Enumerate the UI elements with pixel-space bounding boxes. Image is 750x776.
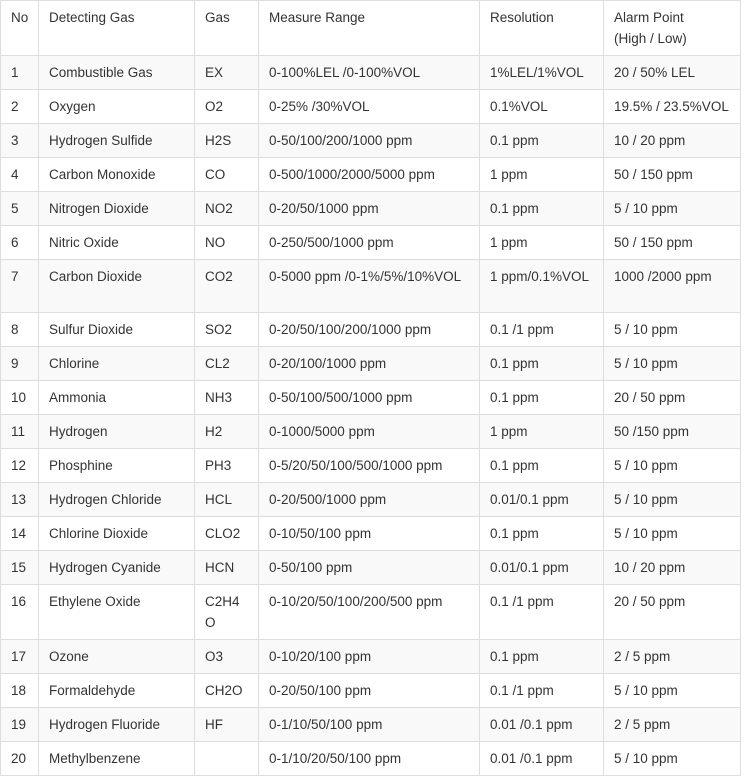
cell-measure-range: 0-10/50/100 ppm — [259, 517, 480, 551]
cell-gas: O2 — [195, 90, 259, 124]
cell-detecting-gas: Oxygen — [39, 90, 195, 124]
cell-no: 11 — [1, 415, 39, 449]
cell-gas: NO — [195, 226, 259, 260]
cell-measure-range: 0-20/50/100 ppm — [259, 674, 480, 708]
cell-no: 3 — [1, 124, 39, 158]
cell-resolution: 0.1 /1 ppm — [480, 313, 604, 347]
cell-gas: HCN — [195, 551, 259, 585]
cell-detecting-gas: Ammonia — [39, 381, 195, 415]
cell-no: 18 — [1, 674, 39, 708]
cell-resolution: 1 ppm — [480, 415, 604, 449]
cell-no: 19 — [1, 708, 39, 742]
cell-gas: O3 — [195, 640, 259, 674]
cell-alarm-point: 1000 /2000 ppm — [604, 260, 741, 313]
cell-detecting-gas: Hydrogen — [39, 415, 195, 449]
cell-measure-range: 0-10/20/50/100/200/500 ppm — [259, 585, 480, 640]
table-row — [1, 742, 741, 776]
cell-resolution: 0.01 /0.1 ppm — [480, 708, 604, 742]
cell-measure-range: 0-20/50/100/200/1000 ppm — [259, 313, 480, 347]
cell-resolution: 0.1 ppm — [480, 192, 604, 226]
cell-gas: PH3 — [195, 449, 259, 483]
cell-resolution: 0.1%VOL — [480, 90, 604, 124]
cell-resolution: 0.01/0.1 ppm — [480, 551, 604, 585]
cell-alarm-point: 10 / 20 ppm — [604, 124, 741, 158]
cell-alarm-point: 10 / 20 ppm — [604, 551, 741, 585]
cell-detecting-gas: Nitrogen Dioxide — [39, 192, 195, 226]
cell-gas: HCL — [195, 483, 259, 517]
cell-measure-range: 0-10/20/100 ppm — [259, 640, 480, 674]
cell-detecting-gas: Phosphine — [39, 449, 195, 483]
cell-no: 2 — [1, 90, 39, 124]
cell-gas: CH2O — [195, 674, 259, 708]
table-row — [1, 674, 741, 708]
cell-no: 9 — [1, 347, 39, 381]
header-detecting-gas: Detecting Gas — [39, 1, 195, 56]
cell-detecting-gas: Ozone — [39, 640, 195, 674]
cell-no: 16 — [1, 585, 39, 640]
table-row — [1, 551, 741, 585]
cell-no: 8 — [1, 313, 39, 347]
cell-resolution: 1 ppm — [480, 158, 604, 192]
table-row — [1, 517, 741, 551]
cell-alarm-point: 5 / 10 ppm — [604, 449, 741, 483]
cell-gas: CO — [195, 158, 259, 192]
cell-detecting-gas: Hydrogen Chloride — [39, 483, 195, 517]
cell-resolution: 0.1 ppm — [480, 381, 604, 415]
cell-alarm-point: 5 / 10 ppm — [604, 674, 741, 708]
cell-measure-range: 0-50/100/500/1000 ppm — [259, 381, 480, 415]
cell-no: 20 — [1, 742, 39, 776]
cell-no: 4 — [1, 158, 39, 192]
cell-alarm-point: 20 / 50 ppm — [604, 381, 741, 415]
table-row — [1, 381, 741, 415]
cell-resolution: 1 ppm/0.1%VOL — [480, 260, 604, 313]
table-row — [1, 192, 741, 226]
cell-resolution: 0.1 /1 ppm — [480, 674, 604, 708]
cell-alarm-point: 5 / 10 ppm — [604, 517, 741, 551]
table-row — [1, 90, 741, 124]
cell-gas: CLO2 — [195, 517, 259, 551]
cell-gas: SO2 — [195, 313, 259, 347]
cell-gas: CO2 — [195, 260, 259, 313]
cell-detecting-gas: Hydrogen Fluoride — [39, 708, 195, 742]
cell-measure-range: 0-25% /30%VOL — [259, 90, 480, 124]
cell-gas: CL2 — [195, 347, 259, 381]
cell-detecting-gas: Carbon Dioxide — [39, 260, 195, 313]
cell-resolution: 0.1 ppm — [480, 640, 604, 674]
cell-resolution: 0.01/0.1 ppm — [480, 483, 604, 517]
cell-measure-range: 0-20/100/1000 ppm — [259, 347, 480, 381]
cell-no: 17 — [1, 640, 39, 674]
cell-resolution: 0.1 ppm — [480, 517, 604, 551]
cell-measure-range: 0-50/100 ppm — [259, 551, 480, 585]
cell-resolution: 0.1 ppm — [480, 347, 604, 381]
cell-alarm-point: 50 / 150 ppm — [604, 226, 741, 260]
table-row — [1, 449, 741, 483]
cell-resolution: 1%LEL/1%VOL — [480, 56, 604, 90]
cell-detecting-gas: Carbon Monoxide — [39, 158, 195, 192]
table-row — [1, 226, 741, 260]
cell-detecting-gas: Hydrogen Cyanide — [39, 551, 195, 585]
cell-no: 10 — [1, 381, 39, 415]
header-row — [1, 1, 741, 56]
table-row — [1, 56, 741, 90]
cell-detecting-gas: Sulfur Dioxide — [39, 313, 195, 347]
cell-measure-range: 0-100%LEL /0-100%VOL — [259, 56, 480, 90]
table-body — [1, 56, 741, 776]
cell-detecting-gas: Nitric Oxide — [39, 226, 195, 260]
cell-measure-range: 0-5000 ppm /0-1%/5%/10%VOL — [259, 260, 480, 313]
cell-alarm-point: 5 / 10 ppm — [604, 742, 741, 776]
header-no: No — [1, 1, 39, 56]
cell-measure-range: 0-1/10/20/50/100 ppm — [259, 742, 480, 776]
cell-alarm-point: 5 / 10 ppm — [604, 347, 741, 381]
cell-gas — [195, 742, 259, 776]
cell-no: 15 — [1, 551, 39, 585]
cell-detecting-gas: Hydrogen Sulfide — [39, 124, 195, 158]
cell-measure-range: 0-20/500/1000 ppm — [259, 483, 480, 517]
table-row — [1, 415, 741, 449]
cell-alarm-point: 5 / 10 ppm — [604, 192, 741, 226]
cell-resolution: 1 ppm — [480, 226, 604, 260]
cell-alarm-point: 20 / 50 ppm — [604, 585, 741, 640]
header-resolution: Resolution — [480, 1, 604, 56]
cell-alarm-point: 5 / 10 ppm — [604, 483, 741, 517]
cell-gas: H2 — [195, 415, 259, 449]
table-row — [1, 124, 741, 158]
cell-alarm-point: 20 / 50% LEL — [604, 56, 741, 90]
cell-measure-range: 0-250/500/1000 ppm — [259, 226, 480, 260]
cell-detecting-gas: Ethylene Oxide — [39, 585, 195, 640]
cell-alarm-point: 2 / 5 ppm — [604, 640, 741, 674]
cell-resolution: 0.1 ppm — [480, 124, 604, 158]
cell-no: 14 — [1, 517, 39, 551]
cell-measure-range: 0-50/100/200/1000 ppm — [259, 124, 480, 158]
cell-no: 13 — [1, 483, 39, 517]
table-row — [1, 313, 741, 347]
cell-measure-range: 0-20/50/1000 ppm — [259, 192, 480, 226]
cell-alarm-point: 50 / 150 ppm — [604, 158, 741, 192]
cell-gas: EX — [195, 56, 259, 90]
cell-detecting-gas: Formaldehyde — [39, 674, 195, 708]
table-row — [1, 260, 741, 313]
cell-measure-range: 0-5/20/50/100/500/1000 ppm — [259, 449, 480, 483]
cell-detecting-gas: Methylbenzene — [39, 742, 195, 776]
cell-detecting-gas: Chlorine — [39, 347, 195, 381]
cell-gas: C2H4O — [195, 585, 259, 640]
cell-gas: NO2 — [195, 192, 259, 226]
header-gas: Gas — [195, 1, 259, 56]
cell-gas: H2S — [195, 124, 259, 158]
cell-gas: NH3 — [195, 381, 259, 415]
cell-detecting-gas: Combustible Gas — [39, 56, 195, 90]
header-alarm-point: Alarm Point (High / Low) — [604, 1, 741, 56]
table-row — [1, 483, 741, 517]
table-row — [1, 708, 741, 742]
cell-resolution: 0.1 /1 ppm — [480, 585, 604, 640]
cell-alarm-point: 5 / 10 ppm — [604, 313, 741, 347]
cell-alarm-point: 50 /150 ppm — [604, 415, 741, 449]
cell-gas: HF — [195, 708, 259, 742]
table-row — [1, 585, 741, 640]
cell-no: 5 — [1, 192, 39, 226]
cell-no: 1 — [1, 56, 39, 90]
cell-measure-range: 0-500/1000/2000/5000 ppm — [259, 158, 480, 192]
cell-measure-range: 0-1/10/50/100 ppm — [259, 708, 480, 742]
cell-resolution: 0.1 ppm — [480, 449, 604, 483]
cell-alarm-point: 19.5% / 23.5%VOL — [604, 90, 741, 124]
cell-detecting-gas: Chlorine Dioxide — [39, 517, 195, 551]
cell-measure-range: 0-1000/5000 ppm — [259, 415, 480, 449]
table-header — [1, 1, 741, 56]
cell-no: 7 — [1, 260, 39, 313]
table-row — [1, 640, 741, 674]
cell-no: 6 — [1, 226, 39, 260]
cell-resolution: 0.01 /0.1 ppm — [480, 742, 604, 776]
table-row — [1, 158, 741, 192]
cell-alarm-point: 2 / 5 ppm — [604, 708, 741, 742]
header-measure-range: Measure Range — [259, 1, 480, 56]
cell-no: 12 — [1, 449, 39, 483]
table-row — [1, 347, 741, 381]
